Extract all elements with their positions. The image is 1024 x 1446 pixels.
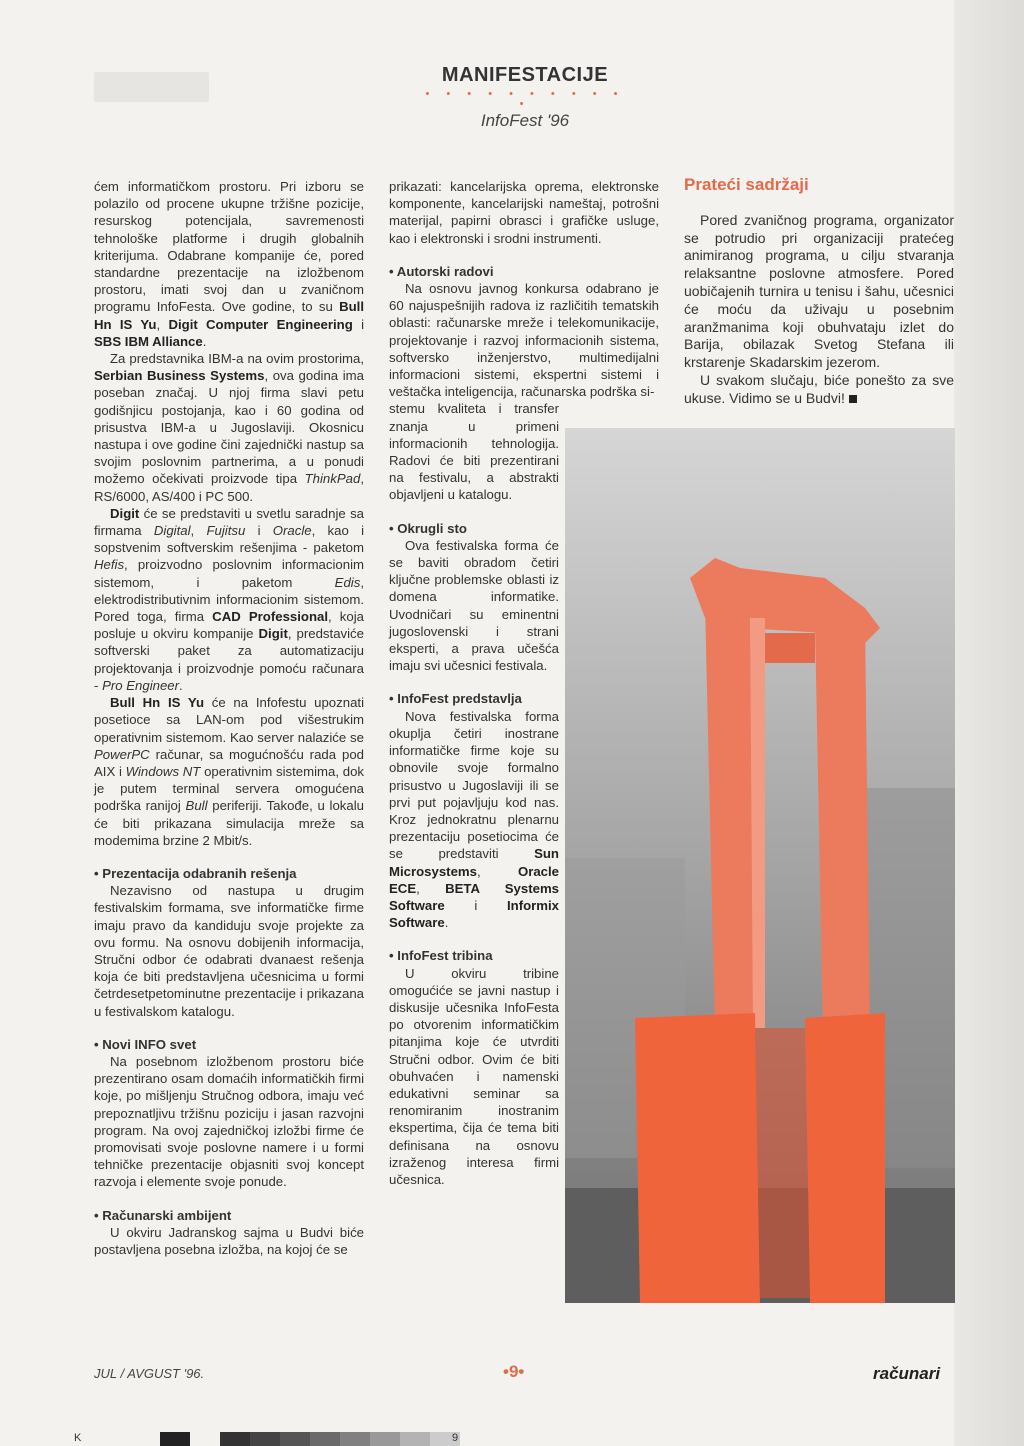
- col1-paragraph-7: U okviru Jadranskog sajma u Budvi biće postavljena posebna izložba, na kojoj će se: [94, 1224, 364, 1257]
- col1-paragraph-6: Na posebnom izložbenom prostoru biće prezentirano osam domaćih informatičkih firmi koje, po mišljenju Stručnog odbora, imaju već prepoznatljivu tržišnu poziciju i jasan razvojni program. Na ovoj zajedničkoj izložbi firme će promovisati svoje poslovne namere i u formi tehničke prezentacije objasniti svoj koncept razvoja i elemente svoje ponude.: [94, 1053, 364, 1190]
- subheading-prezentacija: • Prezentacija odabranih rešenja: [94, 865, 364, 882]
- section-title: MANIFESTACIJE: [441, 64, 609, 86]
- col2-paragraph-3: Ova festivalska forma će se baviti obradom četiri ključne problemske oblasti iz domena informatike. Uvodničari su eminentni jugoslovenski i strani eksperti, a prava učešća imaju svi učesnici festivala.: [389, 537, 559, 674]
- subheading-infofest-predstavlja: • InfoFest predstavlja: [389, 690, 559, 707]
- col1-paragraph-1: ćem informatičkom prostoru. Pri izboru se polazilo od procene ukupne tržišne pozicije, resurskog potencijala, savremenosti tehnološke platforme i drugih globalnih kriterijuma. Odabrane kompanije će, pored standardne prezentacije na izložbenom prostoru, imati svoj dan u zvaničnom programu InfoFesta. Ove godine, to su Bull Hn IS Yu, Digit Computer Engineering i SBS IBM Alliance.: [94, 179, 365, 349]
- col2-paragraph-2b: stemu kvaliteta i transfer znanja u primeni informacionih tehnologija. Radovi će biti prezentirani na festivalu, a abstrakti objavljeni u katalogu.: [389, 401, 559, 503]
- column-3: [684, 176, 954, 408]
- print-mark-k: K: [74, 1432, 82, 1444]
- col2-paragraph-1: prikazati: kancelarijska oprema, elektronske komponente, kancelarijski nameštaj, potrošni materijal, papirni obrasci i grafičke usluge, kao i elektronski i srodni instrumenti.: [389, 179, 659, 246]
- col3-paragraph-2: U svakom slučaju, biće ponešto za sve ukuse. Vidimo se u Budvi!: [684, 371, 954, 406]
- color-calibration-strip: [160, 1432, 460, 1446]
- page-number: •9•: [503, 1362, 525, 1381]
- article-subtitle: InfoFest '96: [480, 111, 570, 130]
- end-of-article-mark: [849, 395, 857, 403]
- adjacent-page-bleed: [954, 0, 1024, 1446]
- col2-paragraph-4: Nova festivalska forma okuplja četiri inostrane informatičke firme koje su obnovile svoje formalno prisustvo u Jugoslaviji ili se prvi put pojavljuju kod nas. Kroz jednokratnu plenarnu prezentaciju posetiocima će se predstaviti Sun Microsystems, Oracle ECE, BETA Systems Software i Informix Software.: [389, 708, 560, 931]
- magazine-logo: računari: [873, 1364, 941, 1383]
- col2-paragraph-5: U okviru tribine omogućiće se javni nastup i diskusije učesnika InfoFesta po otvorenim informatičkim pitanjima koje će utvrditi Stručni odbor. Ovim će biti obuhvaćen i namenski edukativni seminar sa renomiranim inostranim ekspertima, čija će tema biti definisana na osnovu izraženog interesa firmi učesnica.: [389, 965, 559, 1187]
- column-1: [94, 178, 364, 1258]
- subheading-okrugli-sto: • Okrugli sto: [389, 520, 559, 537]
- col1-paragraph-5: Nezavisno od nastupa u drugim festivalskim formama, sve informatičke firme imaju pravo da kandiduju svoje projekte za ovu formu. Na osnovu dobijenih informacija, Stručni odbor će odabrati dvanaest rešenja koja će biti predstavljena učesnicima u formi četrdesetpetominutne prezentacije i prikazana u festivalskom katalogu.: [94, 883, 364, 1019]
- subheading-racunarski-ambijent: • Računarski ambijent: [94, 1207, 364, 1224]
- col3-paragraph-1: Pored zvaničnog programa, organizator se potrudio pri organizaciji pratećeg animiranog programa, u cilju stvaranja relaksantne poslovne atmosfere. Pored uobičajenih turnira u tenisu i šahu, učesnici će moću da uživaju u posebnim aranžmanima koji obuhvataju izlet do Barija, obilazak Svetog Stefana ili krstarenje Skadarskim jezerom.: [684, 211, 954, 371]
- show-through-ghost: [94, 72, 209, 102]
- sidebar-title: Prateći sadržaji: [684, 175, 809, 194]
- col2-paragraph-2a: Na osnovu javnog konkursa odabrano je 60 najuspešnijih radova iz različitih tematskih oblasti: računarske mreže i telekomunikacije, projektovanje i razvoj informacionih sistema, softversko inženjerstvo, multimedijalni informacioni sistemi, ekspertni sistemi i veštačka inteligencija, računarska podrška si-: [389, 281, 659, 400]
- subheading-autorski-radovi: • Autorski radovi: [389, 263, 659, 280]
- col1-paragraph-4: Bull Hn IS Yu će na Infofestu upoznati posetioce sa LAN-om pod višestrukim operativnim sistemom. Kao server nalaziće se PowerPC računar, sa mogućnošću rada pod AIX i Windows NT operativnim sistemima, dok je putem terminal servera omogućena podrška ranijoj Bull periferiji. Takođe, u lokalu će biti prikazana simulacija mreže sa modemima brzine 2 Mbit/s.: [94, 695, 365, 848]
- sculpture-photo: [565, 428, 955, 1303]
- header-dots: • • • • • • • • • • •: [425, 88, 625, 110]
- col1-paragraph-2: Za predstavnika IBM-a na ovim prostorima, Serbian Business Systems, ova godina ima poseban značaj. U njoj firma slavi petu godišnjicu postojanja, kao i 60 godina od prisustva IBM-a u Jugoslaviji. Okosnicu nastupa i ove godine čini zajednički nastup sa svojim poslovnim partnerima, a u ponudi možemo očekivati proizvode tipa ThinkPad, RS/6000, AS/400 i PC 500.: [94, 351, 364, 504]
- sculpture-illustration: [565, 428, 955, 1303]
- page-header: [420, 64, 630, 131]
- subheading-infofest-tribina: • InfoFest tribina: [389, 947, 559, 964]
- subheading-novi-info-svet: • Novi INFO svet: [94, 1036, 364, 1053]
- issue-date: JUL / AVGUST '96.: [94, 1366, 205, 1381]
- col1-paragraph-3: Digit će se predstaviti u svetlu saradnje sa firmama Digital, Fujitsu i Oracle, kao i sopstvenim softverskim rešenjima - paketom Hefis, proizvodno poslovnim informacionim sistemom, i paketom Edis, elektrodistributivnim informacionim sistemom. Pored toga, firma CAD Professional, koja posluje u okviru kompanije Digit, predstaviće softverski paket za automatizaciju projektovanja i proizvodnje pomoću računara - Pro Engineer.: [94, 505, 365, 693]
- print-mark-page: 9: [452, 1432, 459, 1444]
- col2-narrow-block: [389, 400, 559, 1188]
